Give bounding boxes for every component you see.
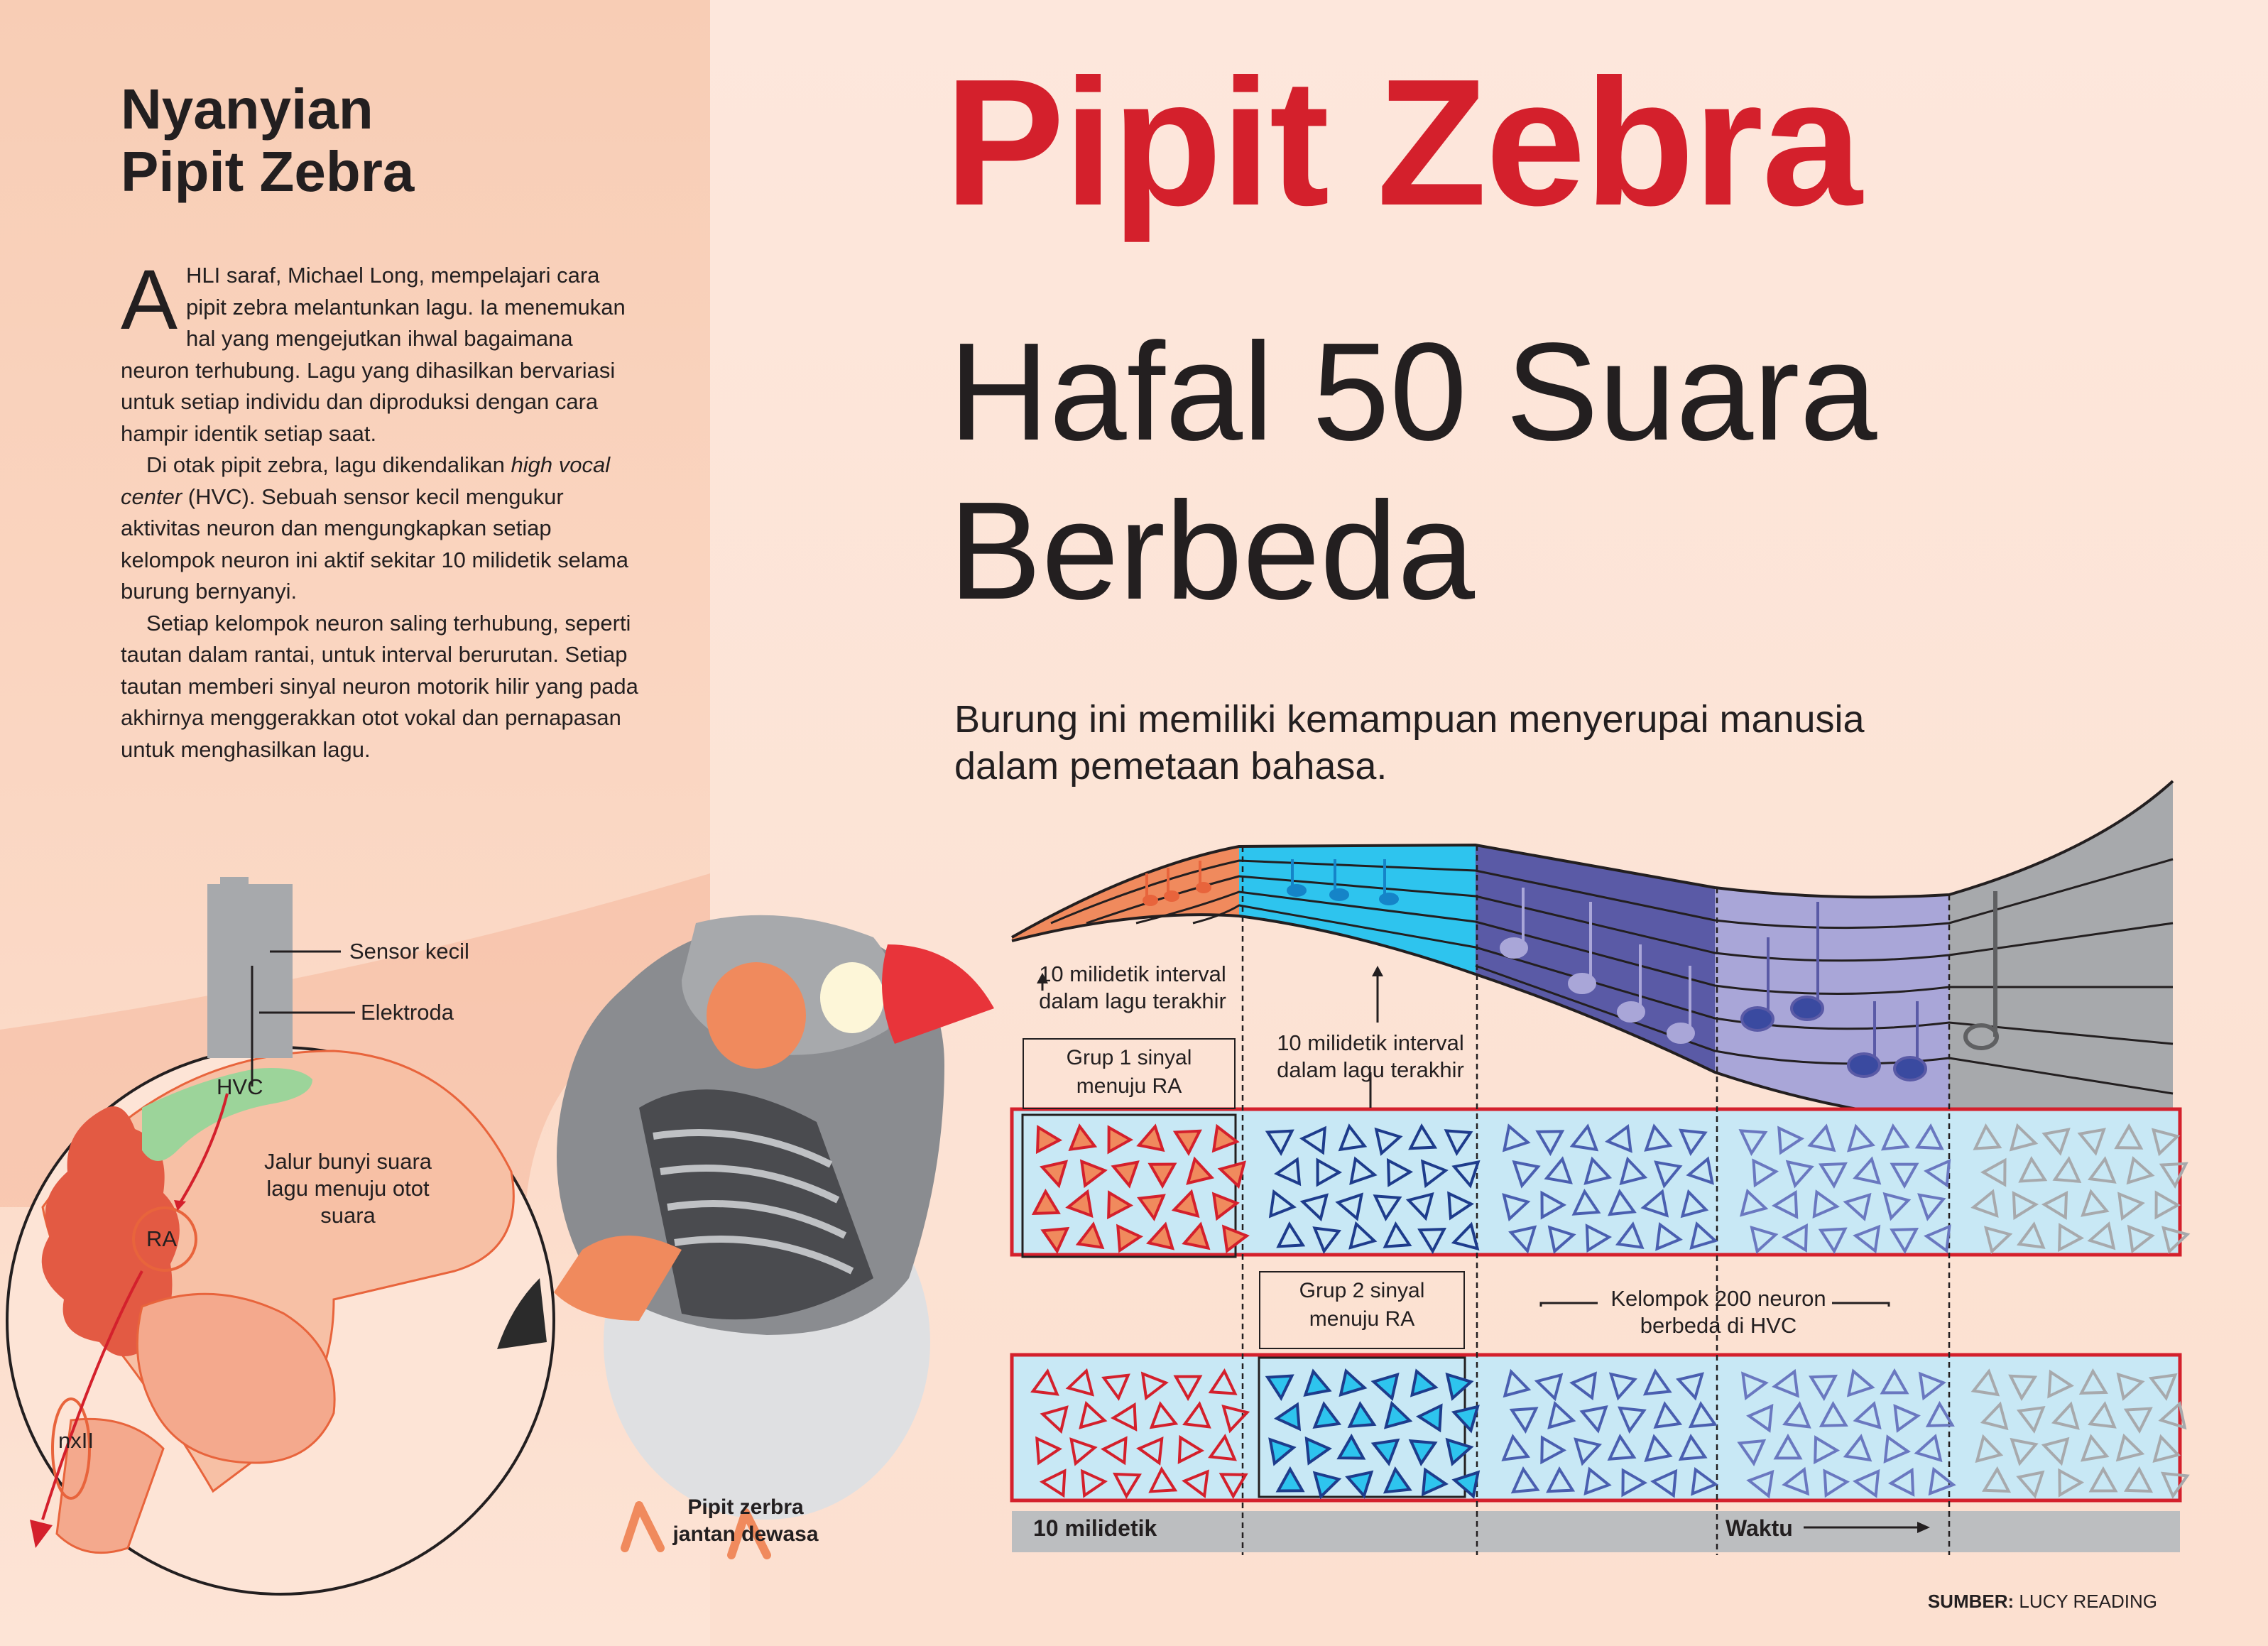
bird-cheek-patch bbox=[707, 962, 806, 1069]
cluster-label bbox=[1583, 1285, 1853, 1339]
lede-line2: dalam pemetaan bahasa. bbox=[954, 745, 1387, 787]
group2-box-label bbox=[1259, 1271, 1465, 1349]
group1-box-label bbox=[1023, 1038, 1236, 1109]
bird-caption-line1: Pipit zerbra bbox=[687, 1495, 804, 1519]
interval2-arrowhead bbox=[1372, 966, 1383, 976]
sidebar-title-line1: Nyanyian bbox=[121, 77, 374, 141]
time-axis-bar bbox=[1012, 1511, 2180, 1552]
article-paragraph-2-em: high vocal center bbox=[121, 452, 611, 509]
sensor-top bbox=[220, 877, 249, 891]
ribbon-segment-5 bbox=[1949, 781, 2173, 1122]
lede-line1: Burung ini memiliki kemampuan menyerupai manusia bbox=[954, 698, 1865, 741]
interval2-label-line1: 10 milidetik interval bbox=[1277, 1030, 1464, 1055]
pathway-arrowhead-2 bbox=[30, 1520, 53, 1548]
interval1-label-line2: dalam lagu terakhir bbox=[1039, 988, 1226, 1013]
article-paragraph-3: Setiap kelompok neuron saling terhubung, seperti tautan dalam rantai, untuk interval berurutan. Setiap tautan memberi sinyal neuron motorik hilir yang pada akhirnya menggerakkan otot vokal dan pernapasan untuk menghasilkan lagu. bbox=[121, 610, 638, 762]
pathway-label bbox=[241, 1148, 454, 1229]
interval1-label bbox=[1012, 961, 1253, 1015]
pathway-label-line2: lagu menuju otot bbox=[266, 1176, 430, 1201]
sub-title-line1: Hafal 50 Suara bbox=[949, 314, 1877, 469]
cluster-label-line2: berbeda di HVC bbox=[1640, 1313, 1797, 1338]
drop-cap: A bbox=[121, 252, 178, 347]
sidebar-title-line2: Pipit Zebra bbox=[121, 140, 415, 203]
pathway-label-line3: suara bbox=[320, 1203, 376, 1228]
article-paragraph-1-text: HLI saraf, Michael Long, mempelajari cara pipit zebra melantunkan lagu. Ia menemukan hal yang mengejutkan ihwal bagaimana neuron terhubung. Lagu yang dihasilkan bervariasi untuk setiap individu dan diproduksi dengan cara hampir identik setiap saat. bbox=[121, 263, 626, 446]
source-label: SUMBER: bbox=[1927, 1591, 2015, 1612]
pathway-label-line1: Jalur bunyi suara bbox=[263, 1149, 432, 1174]
bird-caption bbox=[639, 1494, 852, 1548]
ra-label: RA bbox=[146, 1226, 178, 1251]
source-credit bbox=[1928, 1591, 2157, 1613]
article-paragraph-2-post: (HVC). Sebuah sensor kecil mengukur aktivitas neuron dan mengungkapkan setiap kelompok neuron ini aktif sekitar 10 milidetik selama burung bernyanyi. bbox=[121, 484, 629, 604]
ribbon-segment-2 bbox=[1239, 845, 1476, 974]
group1-label-line2: menuju RA bbox=[1076, 1074, 1182, 1098]
interval2-label-line2: dalam lagu terakhir bbox=[1277, 1057, 1464, 1082]
bird-caption-line2: jantan dewasa bbox=[672, 1522, 819, 1546]
electrode-label: Elektroda bbox=[361, 1000, 454, 1025]
sensor-label: Sensor kecil bbox=[349, 939, 469, 964]
source-name: LUCY READING bbox=[2019, 1591, 2157, 1612]
interval2-label bbox=[1250, 1030, 1491, 1084]
article-paragraph-2-pre: Di otak pipit zebra, lagu dikendalikan bbox=[146, 452, 511, 477]
hvc-label: HVC bbox=[217, 1074, 263, 1099]
group2-label-line1: Grup 2 sinyal bbox=[1299, 1279, 1425, 1302]
main-title: Pipit Zebra bbox=[944, 41, 1861, 243]
cluster-label-line1: Kelompok 200 neuron bbox=[1610, 1286, 1826, 1311]
bird-eye-patch bbox=[820, 962, 884, 1033]
axis-left-label: 10 milidetik bbox=[1033, 1515, 1157, 1541]
sub-title-line2: Berbeda bbox=[949, 473, 1476, 628]
group1-label-line1: Grup 1 sinyal bbox=[1066, 1046, 1192, 1069]
group2-label-line2: menuju RA bbox=[1309, 1307, 1415, 1331]
axis-time-label: Waktu bbox=[1725, 1515, 1793, 1541]
sensor-device bbox=[207, 884, 293, 1058]
interval1-label-line1: 10 milidetik interval bbox=[1039, 961, 1226, 986]
nxii-label: nxII bbox=[58, 1428, 94, 1453]
